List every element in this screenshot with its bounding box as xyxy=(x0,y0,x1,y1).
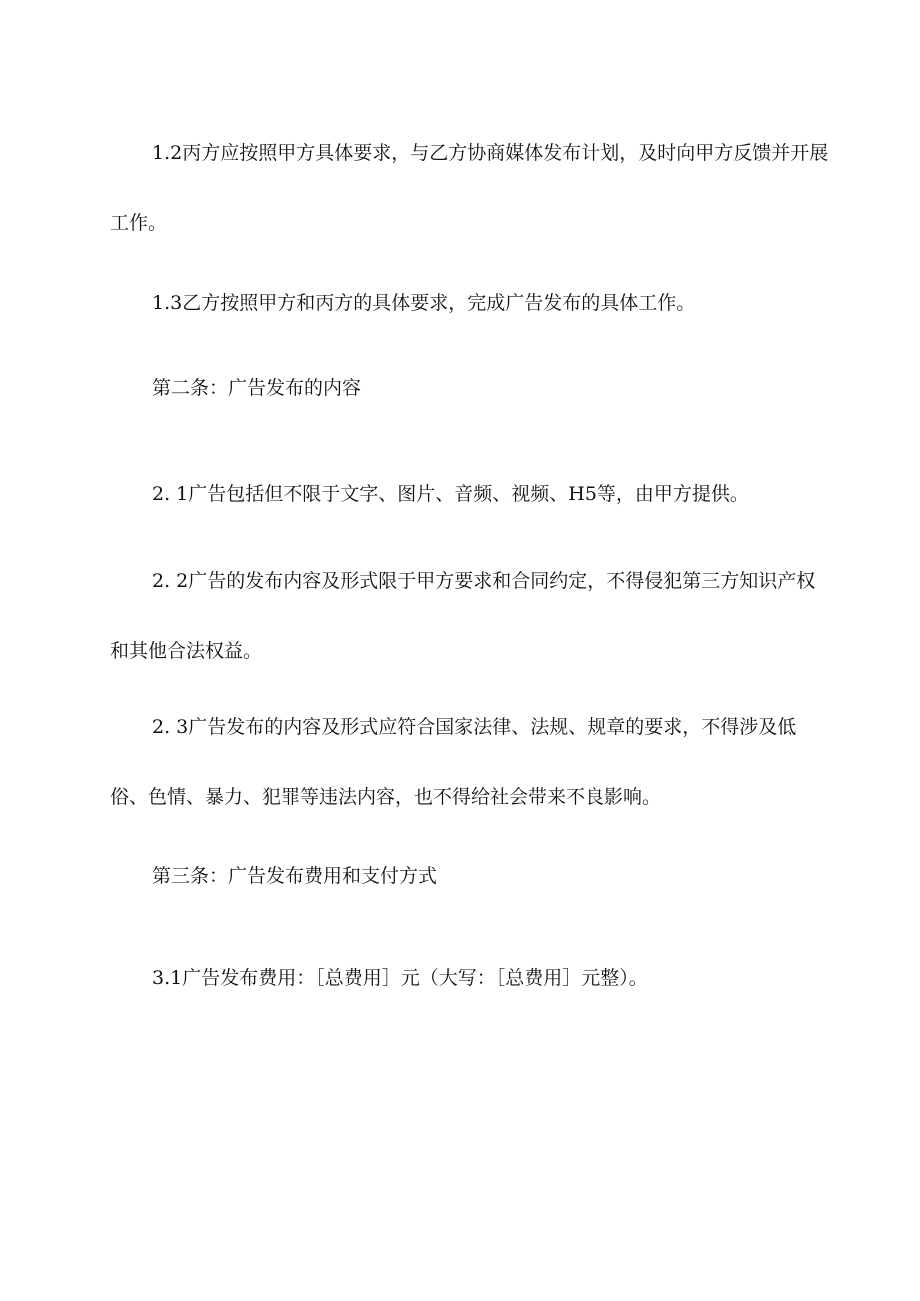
clause-2-1: 2. 1广告包括但不限于文字、图片、音频、视频、H5等，由甲方提供。 xyxy=(152,483,749,505)
article-2-heading: 第二条：广告发布的内容 xyxy=(152,377,362,399)
clause-1-2: 1.2丙方应按照甲方具体要求，与乙方协商媒体发布计划，及时向甲方反馈并开展工作。 xyxy=(110,142,829,234)
clause-3-1: 3.1广告发布费用：［总费用］元（大写：［总费用］元整）。 xyxy=(152,967,648,989)
article-3-heading: 第三条：广告发布费用和支付方式 xyxy=(152,865,438,887)
clause-1-3: 1.3乙方按照甲方和丙方的具体要求，完成广告发布的具体工作。 xyxy=(152,292,696,314)
clause-2-2: 2. 2广告的发布内容及形式限于甲方要求和合同约定，不得侵犯第三方知识产权和其他合法权益。 xyxy=(110,570,816,662)
clause-2-3: 2. 3广告发布的内容及形式应符合国家法律、法规、规章的要求，不得涉及低俗、色情、暴力、犯罪等违法内容，也不得给社会带来不良影响。 xyxy=(110,716,797,808)
